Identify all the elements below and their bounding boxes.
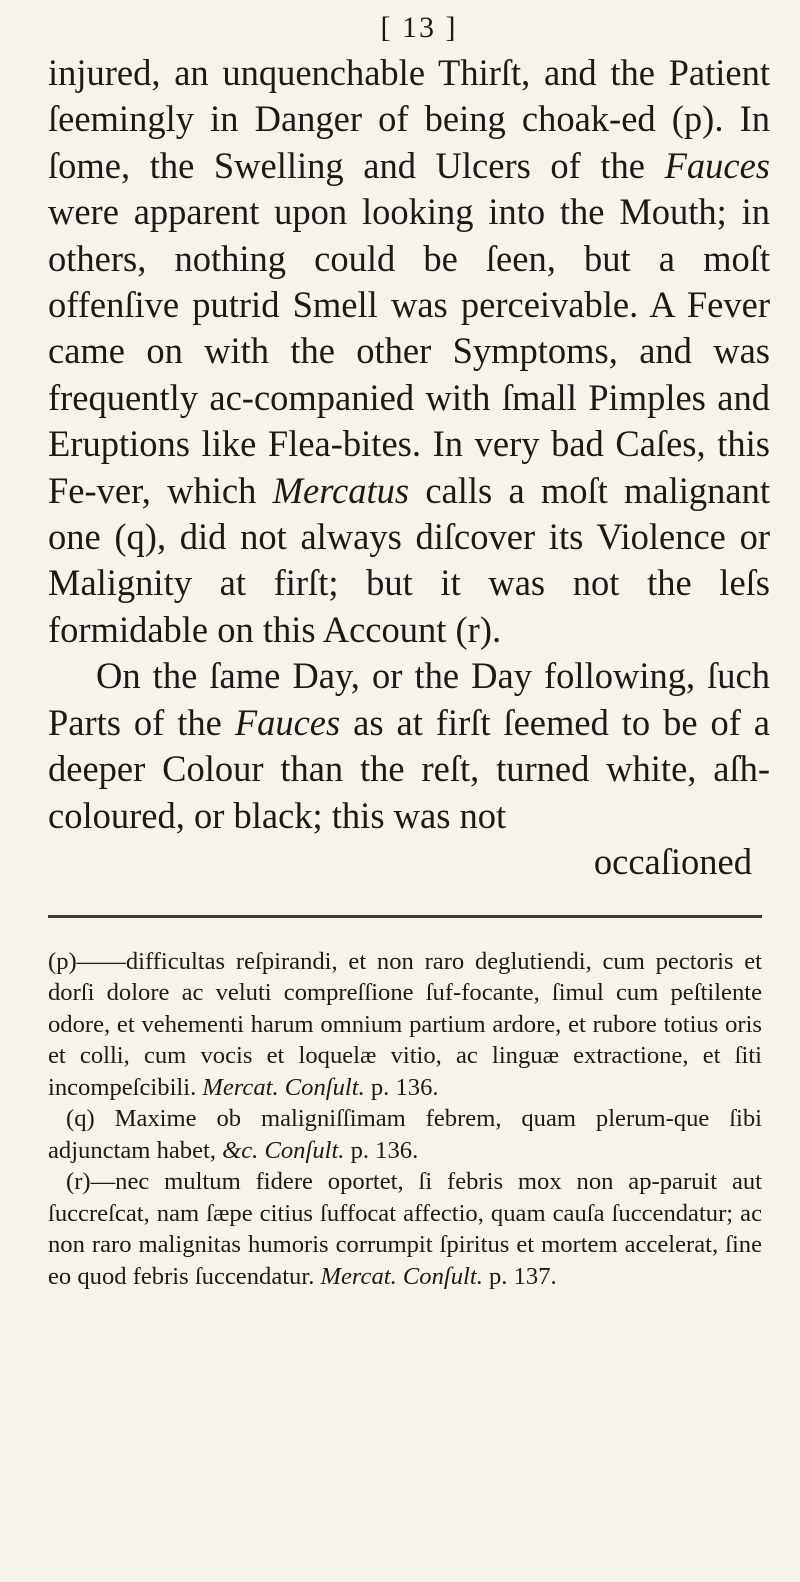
- footnote-r: [48, 1166, 762, 1292]
- paragraph-2-part-b: as at firſt ſeemed to be of a deeper Colour than the reſt, turned white, aſh-coloured, or black; this was not: [48, 701, 771, 836]
- term-fauces: Fauces: [664, 144, 770, 186]
- footnote-p: [48, 946, 762, 1104]
- paragraph-1: [48, 50, 770, 653]
- paragraph-1-part-b: were apparent upon looking into the Mouth; in others, nothing could be ſeen, but a moſt offenſive putrid Smell was perceivable. A Fever came on with the other Symptoms, and was frequently ac-companied with ſmall Pimples and Eruptions like Flea-bites. In very bad Caſes, this Fe-ver, which: [48, 191, 770, 511]
- footnote-divider: [48, 915, 762, 918]
- footnote-q-page: p. 136.: [344, 1136, 419, 1164]
- footnote-q-text: (q) Maxime ob maligniſſimam febrem, quam plerum-que ſibi adjunctam habet,: [48, 1105, 762, 1164]
- footnote-p-page: p. 136.: [364, 1073, 439, 1101]
- paragraph-2: [48, 653, 770, 839]
- catchword: occaſioned: [593, 840, 752, 882]
- paragraph-1-part-c: calls a moſt malignant one (q), did not always diſcover its Violence or Malignity at firſt; but it was not the leſs formidable on this Account (r).: [48, 469, 771, 650]
- footnote-q: [48, 1103, 762, 1166]
- paragraph-2-part-a: On the ſame Day, or the Day following, ſuch Parts of the: [48, 655, 770, 743]
- main-text: [48, 50, 770, 839]
- footnote-r-citation: Mercat. Conſult.: [320, 1262, 483, 1290]
- page-number: [ 13 ]: [380, 11, 458, 44]
- footnote-r-text: (r)—nec multum fidere oportet, ſi febris mox non ap-paruit aut ſuccreſcat, nam ſæpe citius ſuffocat affectio, quam cauſa ſuccendatur; ac non raro malignitas humoris corrumpit ſpiritus et mortem accelerat, ſine eo quod febris ſuccendatur.: [48, 1168, 762, 1290]
- paragraph-1-part-a: injured, an unquenchable Thirſt, and the Patient ſeemingly in Danger of being choak-ed (p). In ſome, the Swelling and Ulcers of the: [48, 52, 770, 186]
- footnote-q-citation: &c. Conſult.: [222, 1136, 345, 1164]
- footnote-r-page: p. 137.: [482, 1262, 557, 1290]
- term-fauces: Fauces: [234, 701, 341, 743]
- footnote-p-citation: Mercat. Conſult.: [202, 1073, 365, 1101]
- footnote-p-text: (p)——difficultas reſpirandi, et non raro deglutiendi, cum pectoris et dorſi dolore ac veluti compreſſione ſuf-focante, ſimul cum peſtilente odore, et vehementi harum omnium partium ardore, et rubore totius oris et colli, cum vocis et loquelæ vitio, ac linguæ extractione, et ſiti incompeſcibili.: [48, 947, 762, 1101]
- author-mercatus: Mercatus: [272, 469, 410, 511]
- footnotes: [48, 946, 770, 1293]
